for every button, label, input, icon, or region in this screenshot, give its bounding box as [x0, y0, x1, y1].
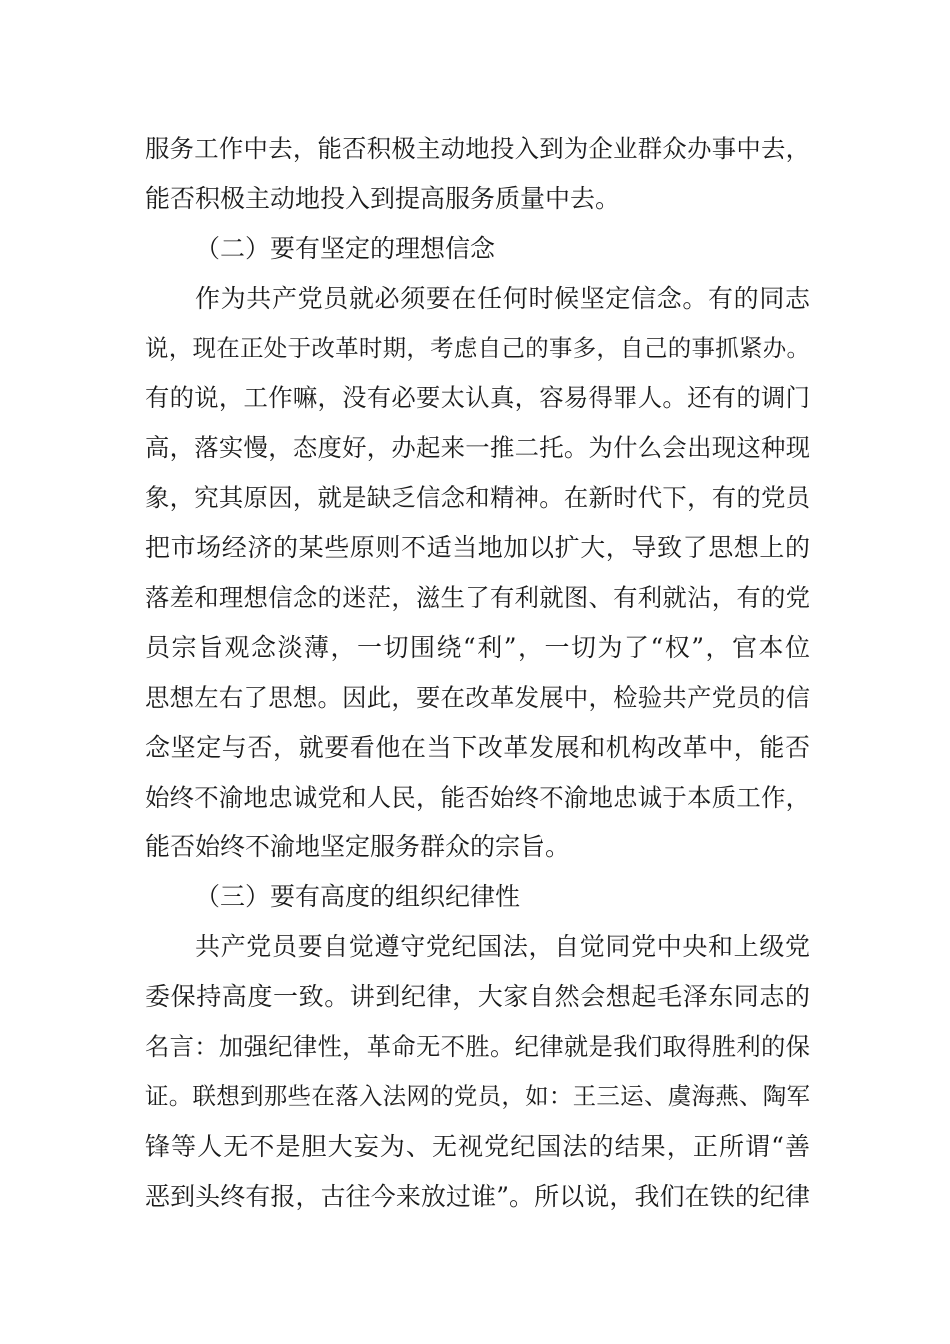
text-line: 念坚定与否，就要看他在当下改革发展和机构改革中，能否 — [145, 732, 810, 762]
text-line: 委保持高度一致。讲到纪律，大家自然会想起毛泽东同志的 — [145, 982, 810, 1012]
section-heading: （二）要有坚定的理想信念 — [195, 233, 496, 263]
text-line: 锋等人无不是胆大妄为、无视党纪国法的结果，正所谓“善 — [145, 1131, 810, 1161]
text-line: 落差和理想信念的迷茫，滋生了有利就图、有利就沾，有的党 — [145, 583, 810, 613]
text-line: 证。联想到那些在落入法网的党员，如：王三运、虞海燕、陶军 — [145, 1081, 810, 1110]
text-line: 始终不渝地忠诚党和人民，能否始终不渝地忠诚于本质工作， — [145, 782, 810, 812]
text-line: 共产党员要自觉遵守党纪国法，自觉同党中央和上级党 — [195, 932, 810, 962]
text-line: 名言：加强纪律性，革命无不胜。纪律就是我们取得胜利的保 — [145, 1032, 810, 1062]
text-line: 作为共产党员就必须要在任何时候坚定信念。有的同志 — [195, 283, 810, 313]
text-line: 恶到头终有报，古往今来放过谁”。所以说，我们在铁的纪律 — [145, 1181, 810, 1211]
text-line: 能否积极主动地投入到提高服务质量中去。 — [145, 183, 621, 213]
text-line: 服务工作中去，能否积极主动地投入到为企业群众办事中去， — [145, 134, 810, 163]
document-body — [145, 124, 810, 1222]
text-line: 说，现在正处于改革时期，考虑自己的事多，自己的事抓紧办。 — [145, 333, 810, 362]
text-line: 象，究其原因，就是缺乏信念和精神。在新时代下，有的党员 — [145, 483, 810, 513]
text-line: 能否始终不渝地坚定服务群众的宗旨。 — [145, 832, 571, 862]
text-line: 思想左右了思想。因此，要在改革发展中，检验共产党员的信 — [145, 682, 810, 712]
text-line: 把市场经济的某些原则不适当地加以扩大，导致了思想上的 — [145, 533, 810, 563]
text-line: 员宗旨观念淡薄，一切围绕“利”，一切为了“权”，官本位 — [145, 632, 810, 662]
section-heading: （三）要有高度的组织纪律性 — [195, 882, 521, 912]
text-line: 高，落实慢，态度好，办起来一推二托。为什么会出现这种现 — [145, 433, 810, 463]
text-line: 有的说，工作嘛，没有必要太认真，容易得罪人。还有的调门 — [145, 383, 810, 413]
